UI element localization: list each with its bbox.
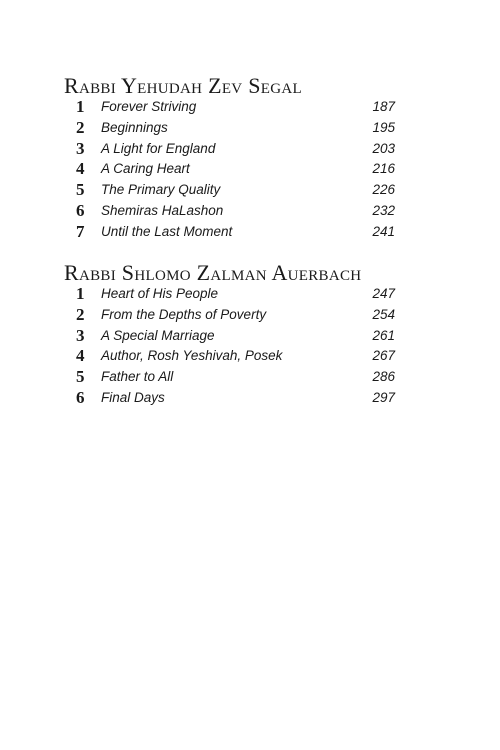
page-number: 297 bbox=[372, 389, 395, 405]
chapter-number: 5 bbox=[76, 367, 85, 387]
page-number: 254 bbox=[372, 306, 395, 322]
chapter-number: 2 bbox=[76, 304, 85, 324]
chapter-title: Author, Rosh Yeshivah, Posek bbox=[101, 348, 283, 364]
page-number: 187 bbox=[372, 99, 395, 114]
toc-entry[interactable] bbox=[64, 284, 404, 305]
chapter-number: 4 bbox=[76, 346, 85, 366]
chapter-number: 5 bbox=[76, 180, 85, 200]
page-number: 241 bbox=[372, 223, 395, 239]
section-heading: Rabbi Shlomo Zalman Auerbach bbox=[64, 260, 362, 285]
toc-entry[interactable] bbox=[64, 180, 404, 201]
chapter-title: Heart of His People bbox=[101, 286, 219, 301]
toc-entry[interactable] bbox=[64, 139, 404, 160]
toc-entry[interactable] bbox=[64, 367, 404, 388]
toc-entry[interactable] bbox=[64, 326, 404, 347]
chapter-number: 3 bbox=[76, 325, 85, 345]
chapter-number: 1 bbox=[76, 284, 85, 303]
toc-entry[interactable] bbox=[64, 201, 404, 222]
section-heading: Rabbi Yehudah Zev Segal bbox=[64, 73, 302, 98]
chapter-title: Until the Last Moment bbox=[101, 223, 233, 239]
page-number: 267 bbox=[372, 348, 395, 364]
chapter-title: Father to All bbox=[101, 369, 174, 385]
page-number: 216 bbox=[372, 161, 395, 177]
chapter-title: A Special Marriage bbox=[101, 327, 215, 343]
chapter-number: 7 bbox=[76, 221, 85, 241]
page-number: 261 bbox=[372, 327, 395, 343]
chapter-number: 6 bbox=[76, 387, 85, 407]
toc-list bbox=[64, 284, 404, 409]
toc-list bbox=[64, 97, 404, 243]
chapter-number: 6 bbox=[76, 200, 85, 220]
chapter-number: 2 bbox=[76, 117, 85, 137]
chapter-title: The Primary Quality bbox=[101, 182, 221, 198]
page-number: 195 bbox=[372, 119, 395, 135]
page-number: 247 bbox=[372, 286, 395, 301]
toc-entry[interactable] bbox=[64, 388, 404, 409]
toc-entry[interactable] bbox=[64, 159, 404, 180]
toc-entry[interactable] bbox=[64, 305, 404, 326]
page-number: 286 bbox=[372, 369, 395, 385]
page-number: 232 bbox=[372, 202, 395, 218]
chapter-number: 1 bbox=[76, 97, 85, 116]
page-number: 226 bbox=[372, 182, 395, 198]
chapter-title: Forever Striving bbox=[101, 99, 197, 114]
toc-entry[interactable] bbox=[64, 222, 404, 243]
chapter-title: From the Depths of Poverty bbox=[101, 306, 267, 322]
page-number: 203 bbox=[372, 140, 395, 156]
chapter-title: Shemiras HaLashon bbox=[101, 202, 224, 218]
chapter-title: Final Days bbox=[101, 389, 165, 405]
chapter-number: 4 bbox=[76, 159, 85, 179]
toc-entry[interactable] bbox=[64, 346, 404, 367]
chapter-title: A Caring Heart bbox=[101, 161, 190, 177]
toc-entry[interactable] bbox=[64, 97, 404, 118]
chapter-title: Beginnings bbox=[101, 119, 168, 135]
chapter-title: A Light for England bbox=[101, 140, 216, 156]
chapter-number: 3 bbox=[76, 138, 85, 158]
toc-entry[interactable] bbox=[64, 118, 404, 139]
